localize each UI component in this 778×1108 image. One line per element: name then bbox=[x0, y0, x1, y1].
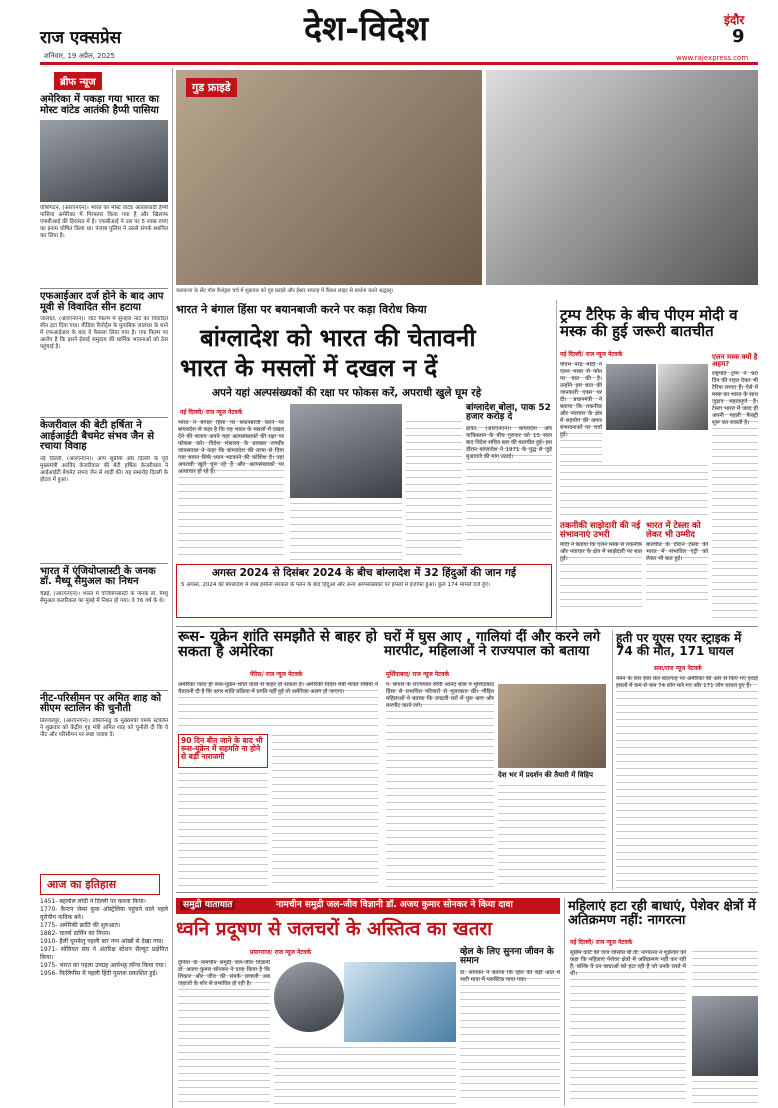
paper-name: राज एक्सप्रेस bbox=[40, 28, 122, 48]
sea-body: दुनिया के नामचीन समुद्री जल-जीव विज्ञानी डॉ. अजय कुमार सोनकर ने दावा किया है कि शिकार और जीव की संपर्क प्रणाली अब जहाजों के शोर से प्रभावित हो रही है। bbox=[178, 960, 270, 1104]
trump-aside-headline: एलन मस्क क्यों है अहम? bbox=[712, 353, 758, 369]
photo-label: गुड फ्राइडे bbox=[186, 78, 237, 97]
trump-box-2-body: बातचीत के दौरान टेस्ला की भारत में संभावित एंट्री को लेकर भी बात हुई। bbox=[646, 542, 708, 604]
history-item: 1971- सोवियत संघ ने अंतरिक्ष स्टेशन सैल्यूट प्रक्षेपित किया। bbox=[40, 945, 168, 961]
masthead-rule bbox=[40, 62, 758, 65]
women-byline: नई दिल्ली/ राज न्यूज नेटवर्क bbox=[570, 939, 633, 946]
brief-1-body: वॉशिंगटन, (आरएनएन)। भारत का मोस्ट वांटेड आतंकवादी हैप्पी पासिया अमेरिका में गिरफ्तार किया गया है और खिलाफ एफबीआई की हिरासत में है। एफबीआई ने उस पर 5 लाख रुपए का इनाम घोषित किया था। पंजाब पुलिस ने उससे संपर्क स्थापित कर लिया है। bbox=[40, 205, 168, 239]
history-item: 1451- बहलोल लोदी ने दिल्ली पर कब्जा किया। bbox=[40, 897, 146, 905]
left-column bbox=[40, 70, 168, 1100]
women-body: सुप्रीम कोर्ट की जज जस्टिस बी.वी. नागरत्ना ने शुक्रवार को कहा कि महिलाएं पेशेवर क्षेत्रों में अतिक्रमण नहीं कर रही हैं, बल्कि वे उन बाधाओं को हटा रही हैं जो उनके रास्ते में थीं। bbox=[570, 950, 686, 1104]
lead-kicker-row bbox=[176, 300, 552, 320]
sea-sidebar bbox=[460, 948, 560, 1104]
history-item: 1775- अमेरिकी क्रांति की शुरुआत। bbox=[40, 921, 121, 929]
sea-kicker: नामचीन समुद्री जल-जीव विज्ञानी डॉ. अजय कुमार सोनकर ने किया दावा bbox=[276, 900, 513, 910]
sea-sidebar-body: डॉ. सोनकर ने बताया कि व्हेल की बड़ी आंत में भारी मात्रा में प्लास्टिक पाया गया। bbox=[460, 970, 560, 1100]
brief-4-body: चेन्नई, (आरएनएन)। भारत में एंजियोप्लास्टी के जनक डॉ. मैथ्यू सैमुअल कलरिकल का मुंबई में निधन हो गया। वे 76 वर्ष के थे। bbox=[40, 590, 168, 604]
lead-body-col2 bbox=[290, 502, 402, 560]
strike-byline: सना/राज न्यूज नेटवर्क bbox=[654, 665, 702, 672]
brief-2-headline[interactable]: एफआईआर दर्ज होने के बाद आप मूवी से विवादित सीन हटाया bbox=[40, 291, 164, 313]
section-title: देश-विदेश bbox=[304, 9, 429, 49]
good-friday-candles-photo bbox=[176, 70, 482, 285]
trump-body-cont bbox=[560, 464, 708, 518]
trump-box-1 bbox=[560, 522, 642, 624]
lead-body-col1: भारत ने बंगाल हिंसा पर बयानबाजी करने पर बांग्लादेश से कहा है कि वह भारत के मसलों में दखल देने की बजाय अपने यहां अल्पसंख्यकों की रक्षा पर फोकस करे। विदेश मंत्रालय के प्रवक्ता रणधीर जायसवाल ने कहा कि बांग्लादेश की तरफ से दिया गया बयान सिर्फ ध्यान भटकाने की कोशिश है। वहां अपराधी खुले घूम रहे हैं और अल्पसंख्यकों पर अत्याचार हो रहे हैं। bbox=[178, 420, 284, 560]
brief-3-headline[interactable]: केजरीवाल की बेटी हर्षिता ने आईआईटी बैचमेट संभव जैन से रचाया विवाह bbox=[40, 420, 154, 452]
procession-photo bbox=[486, 70, 758, 285]
trump-aside bbox=[712, 354, 758, 624]
justice-photo bbox=[692, 996, 758, 1076]
women-body-col2 bbox=[692, 950, 758, 992]
brief-3-body: नई दिल्ली, (आरएनएन)। आप सुप्रीमो और दिल्ली के पूर्व मुख्यमंत्री अरविंद केजरीवाल की बेटी हर्षिता केजरीवाल ने आईआईटी बैचमेट संभव जैन से शादी की। यह समारोह दिल्ली के होटल में हुआ। bbox=[40, 455, 168, 483]
musk-photo bbox=[606, 364, 656, 430]
marine-life-photo bbox=[344, 962, 456, 1042]
sea-headline[interactable]: ध्वनि प्रदूषण से जलचरों के अस्तित्व का खतरा bbox=[176, 918, 493, 940]
lead-banner-body: 5 अगस्त, 2024 को बांग्लादेश में शेख हसीना सरकार के पतन के बाद हिंदुओं और अन्य अल्पसंख्यकों पर हमलों में इजाफा हुआ। कुल 174 मामले दर्ज हुए। bbox=[181, 582, 491, 589]
history-item: 1910- हैली धूमकेतु पहली बार नग्न आंखों से देखा गया। bbox=[40, 937, 164, 945]
sea-sidebar-headline[interactable]: व्हेल के लिए सुनना जीवन के समान bbox=[460, 947, 554, 967]
lead-body-col3 bbox=[406, 420, 462, 560]
russia-body: अमेरिका जल्द ही रूस-यूक्रेन शांति वार्ता से बाहर हो सकता है। अमेरिकी विदेश मंत्री मार्को रुबियो ने चेतावनी दी है कि अगर शांति प्रक्रिया में प्रगति नहीं हुई तो अमेरिका अलग हो जाएगा। bbox=[178, 682, 378, 730]
trump-body: पीएम नरेंद्र मोदी ने एलन मस्क से फोन पर बात की है। उन्होंने इस बात की जानकारी एक्स पर दी। प्रधानमंत्री ने बताया कि तकनीक और नवाचार के क्षेत्र में सहयोग की अपार संभावनाओं पर चर्चा हुई। bbox=[560, 362, 602, 462]
women-body-col3 bbox=[692, 1080, 758, 1104]
russia-headline[interactable]: रूस- यूक्रेन शांति समझौते से बाहर हो सकता है अमेरिका bbox=[178, 629, 377, 661]
murshidabad-body: प. बंगाल के राज्यपाल सीवी आनंद बोस ने मुर्शिदाबाद हिंसा से प्रभावित परिवारों से मुलाकात की। पीड़ित महिलाओं ने बताया कि उपद्रवी घरों में घुस आए और मारपीट करने लगे। bbox=[386, 682, 494, 888]
murshidabad-byline: मुर्शिदाबाद/ राज न्यूज नेटवर्क bbox=[386, 671, 450, 678]
history-list bbox=[40, 898, 168, 1078]
lead-kicker: भारत ने बंगाल हिंसा पर बयानबाजी करने पर कड़ा विरोध किया bbox=[176, 303, 427, 316]
sea-body-col2 bbox=[274, 1046, 456, 1104]
lead-headline-1[interactable]: बांग्लादेश को भारत की चेतावनी bbox=[200, 324, 476, 352]
modi-photo bbox=[658, 364, 708, 430]
history-item: 1882- चार्ल्स डार्विन का निधन। bbox=[40, 929, 111, 937]
brief-5-headline[interactable]: नीट-परिसीमन पर अमित शाह को सीएम स्टालिन की चुनौती bbox=[40, 692, 162, 714]
history-item: 1956- फिलिपींस में पहली हिंदी पुस्तक प्रकाशित हुई। bbox=[40, 969, 158, 977]
trump-box-1-body: मोदी ने बताया कि एलन मस्क से तकनीक और नवाचार के क्षेत्र में साझेदारी पर बात हुई। bbox=[560, 542, 642, 612]
scientist-photo bbox=[274, 962, 344, 1032]
brief-5-body: तिरुवल्लूर, (आरएनएन)। तमिलनाडु के मुख्यमंत्री एमके स्टालिन ने शुक्रवार को केंद्रीय गृह मंत्री अमित शाह को चुनौती दी कि वे नीट और परिसीमन पर स्पष्ट जवाब दें। bbox=[40, 717, 168, 738]
murshidabad-body-col2 bbox=[498, 784, 606, 888]
sea-kicker-bar bbox=[176, 898, 560, 914]
lead-banner-headline: अगस्त 2024 से दिसंबर 2024 के बीच बांग्लादेश में 32 हिंदुओं की जान गई bbox=[211, 567, 517, 579]
russia-byline: पेरिस/ राज न्यूज नेटवर्क bbox=[250, 671, 303, 678]
lead-sidebar bbox=[466, 404, 552, 560]
trump-headline[interactable]: ट्रम्प टैरिफ के बीच पीएम मोदी व मस्क की हुई जरूरी बातचीत bbox=[560, 306, 738, 340]
lead-banner bbox=[176, 564, 552, 618]
photo-caption: कलकत्ता के सेंट पॉल कैथेड्रल चर्च में शुक्रवार को गुड फ्राइडे और ईस्टर सप्ताह में कैंडल लाइट से प्रार्थना करते श्रद्धालु। bbox=[176, 288, 394, 294]
lead-byline: नई दिल्ली/ राज न्यूज नेटवर्क bbox=[180, 409, 243, 416]
russia-pullquote: 90 दिन बीत जाने के बाद भी रूस-यूक्रेन में सहमति ना होने से बड़ी नाराजगी bbox=[178, 734, 268, 768]
trump-aside-body: राष्ट्रपति ट्रम्प ने 90 दिन की राहत देकर भी टैरिफ लगाए हैं। ऐसे में मस्क का भारत के साथ जुड़ाव महत्वपूर्ण है। टेस्ला भारत में जल्द ही अपनी पहली फैक्ट्री शुरू कर सकती है। bbox=[712, 371, 758, 621]
protest-caption: देश भर में प्रदर्शन की तैयारी में विहिप bbox=[498, 771, 593, 779]
strike-body: यमन के रास ईसा तेल बंदरगाह पर अमेरिका की ओर से किए गए हवाई हमलों में कम से कम 74 लोग मारे गए और 171 लोग घायल हुए हैं। bbox=[616, 676, 758, 888]
lead-deck: अपने यहां अल्पसंख्यकों की रक्षा पर फोकस करें, अपराधी खुले घूम रहे bbox=[212, 387, 482, 399]
trump-box-1-headline: तकनीकी साझेदारी की नई संभावनाएं उभरी bbox=[560, 521, 641, 540]
murshidabad-headline[interactable]: घरों में घुस आए , गालियां दीं और करने लगे मारपीट, महिलाओं ने राज्यपाल को बताया bbox=[384, 629, 601, 660]
brief-4-headline[interactable]: भारत में एंजियोप्लास्टी के जनक डॉ. मैथ्यू सैमुअल का निधन bbox=[40, 565, 156, 587]
brief-1-headline[interactable]: अमेरिका में पकड़ा गया भारत का मोस्ट वांटेड आतंकी हैप्पी पासिया bbox=[40, 94, 159, 116]
masthead bbox=[16, 6, 762, 64]
women-headline[interactable]: महिलाएं हटा रही बाधाएं, पेशेवर क्षेत्रों में अतिक्रमण नहीं: नागरत्ना bbox=[568, 899, 756, 928]
lead-sidebar-body: ढाका, (आरएनएन)। बांग्लादेश और पाकिस्तान के बीच गुरुवार को 15 साल बाद विदेश सचिव स्तर की बातचीत हुई। इस दौरान बांग्लादेश ने 1971 के युद्ध से जुड़े मुआवजे की मांग उठाई। bbox=[466, 426, 552, 546]
sea-label: समुद्री यातायात bbox=[180, 901, 235, 910]
protest-photo bbox=[498, 684, 606, 768]
trump-box-2 bbox=[646, 522, 708, 624]
issue-date: शनिवार, 19 अप्रैल, 2025 bbox=[44, 52, 115, 60]
strike-headline[interactable]: हूती पर यूएस एयर स्ट्राइक में 74 की मौत, 171 घायल bbox=[616, 631, 742, 658]
brief-news-label: ब्रीफ न्यूज bbox=[54, 72, 102, 90]
history-label: आज का इतिहास bbox=[40, 874, 160, 895]
spokesperson-photo bbox=[290, 404, 402, 498]
arrest-photo bbox=[40, 120, 168, 202]
brief-2-body: जालंधर, (आरएनएन)। जाट फिल्म में सुनहरा नाट का विवादित सीन हटा दिया गया। मीडिया रिपोर्ट्स के मुताबिक जालंधर के थाने में एफआईआर के बाद ये फैसला लिया गया है। एफ फिल्म पर आरोप है कि इसने ईसाई समुदाय की धार्मिक भावनाओं को ठेस पहुंचाई है। bbox=[40, 316, 168, 350]
site-url[interactable]: www.rajexpress.com bbox=[676, 54, 749, 62]
history-item: 1975- भारत का पहला उपग्रह आर्यभट्ट लॉन्च किया गया। bbox=[40, 961, 166, 969]
trump-box-2-headline: भारत में टेस्ला को लेकर भी उम्मीद bbox=[646, 521, 701, 540]
lead-sidebar-headline[interactable]: बांग्लादेश बोला, पाक 52 हजार करोड़ दे bbox=[466, 403, 551, 423]
page-number: 9 bbox=[732, 26, 745, 47]
lead-headline-2[interactable]: भारत के मसलों में दखल न दें bbox=[180, 354, 438, 382]
russia-body-col2 bbox=[272, 734, 378, 888]
trump-byline: नई दिल्ली/ राज न्यूज नेटवर्क bbox=[560, 351, 623, 358]
city-label: इंदौर bbox=[724, 13, 745, 27]
sea-byline: प्रयागराज/ राज न्यूज नेटवर्क bbox=[250, 949, 312, 956]
russia-body-col1 bbox=[178, 772, 268, 888]
history-item: 1770- कैप्टन जेम्स कुक ऑस्ट्रेलिया पहुंचने वाले पहले यूरोपीय नाविक बने। bbox=[40, 905, 168, 921]
